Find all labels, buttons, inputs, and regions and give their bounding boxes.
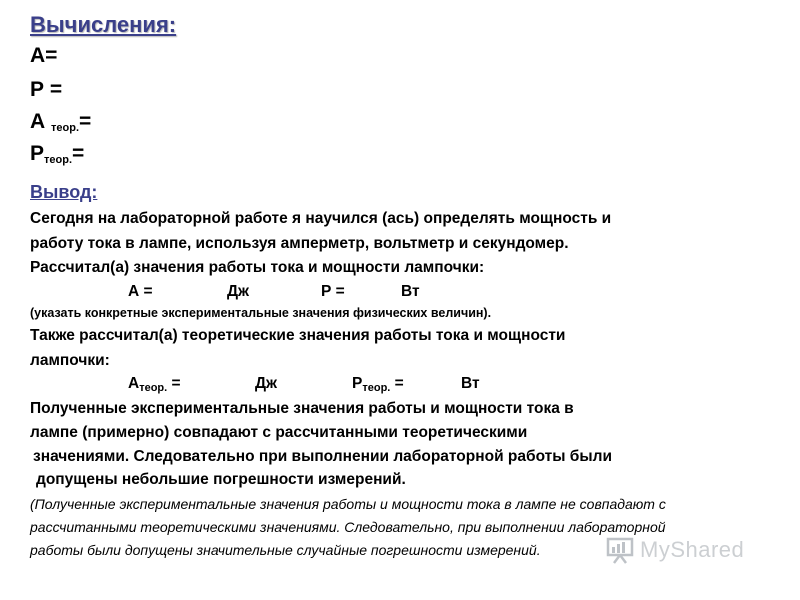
- theor-a: [128, 375, 181, 393]
- heading-calculations: Вычисления:: [30, 12, 177, 37]
- calc-p-teor-main: Р: [30, 142, 45, 165]
- conclusion-line-5: (указать конкретные экспериментальные значения физических величин).: [30, 306, 492, 320]
- theor-a-sub: теор.: [139, 382, 168, 394]
- theor-a-unit: Дж: [255, 375, 278, 392]
- alt-conclusion-line-1: (Полученные экспериментальные значения работы и мощности тока в лампе не совпадают с: [30, 496, 666, 512]
- heading-conclusion: Вывод:: [30, 182, 98, 202]
- watermark-logo: [606, 536, 744, 564]
- theor-p-unit: Вт: [461, 375, 480, 392]
- alt-conclusion-line-3: работы были допущены значительные случайные погрешности измерений.: [30, 542, 541, 558]
- exp-a-unit: Дж: [227, 283, 250, 300]
- calc-a-teor: [30, 110, 91, 134]
- calc-p-teor: [30, 142, 84, 166]
- exp-p-label: Р =: [321, 283, 345, 300]
- theor-p-eq: =: [390, 375, 404, 392]
- conclusion-line-3: Рассчитал(а) значения работы тока и мощности лампочки:: [30, 259, 485, 276]
- calc-a-teor-main: А: [30, 110, 51, 133]
- presentation-board-icon: [606, 536, 634, 564]
- exp-p-unit: Вт: [401, 283, 420, 300]
- theor-p-main: Р: [352, 375, 363, 392]
- conclusion-line-11: значениями. Следовательно при выполнении лабораторной работы были: [33, 448, 612, 465]
- conclusion-line-10: лампе (примерно) совпадают с рассчитанными теоретическими: [30, 424, 528, 441]
- alt-conclusion-line-2: рассчитанными теоретическими значениями. Следовательно, при выполнении лабораторной: [30, 519, 666, 535]
- watermark-text: MyShared: [640, 537, 745, 562]
- calc-a-teor-sub: теор.: [51, 122, 79, 134]
- theor-a-eq: =: [167, 375, 181, 392]
- theor-p: [352, 375, 404, 393]
- theor-a-main: А: [128, 375, 140, 392]
- conclusion-line-12: допущены небольшие погрешности измерений.: [36, 471, 406, 488]
- conclusion-line-6: Также рассчитал(а) теоретические значения работы тока и мощности: [30, 327, 566, 344]
- calc-a: А=: [30, 44, 58, 67]
- conclusion-line-7: лампочки:: [30, 352, 110, 369]
- calc-p-teor-sub: теор.: [44, 154, 73, 166]
- calc-a-teor-eq: =: [79, 110, 92, 133]
- conclusion-line-9: Полученные экспериментальные значения работы и мощности тока в: [30, 400, 574, 417]
- calc-p: Р =: [30, 78, 63, 101]
- exp-a-label: А =: [128, 283, 153, 300]
- conclusion-line-2: работу тока в лампе, используя амперметр, вольтметр и секундомер.: [30, 235, 569, 252]
- theor-p-sub: теор.: [362, 382, 391, 394]
- conclusion-line-1: Сегодня на лабораторной работе я научился (ась) определять мощность и: [30, 210, 612, 227]
- calc-p-teor-eq: =: [72, 142, 85, 165]
